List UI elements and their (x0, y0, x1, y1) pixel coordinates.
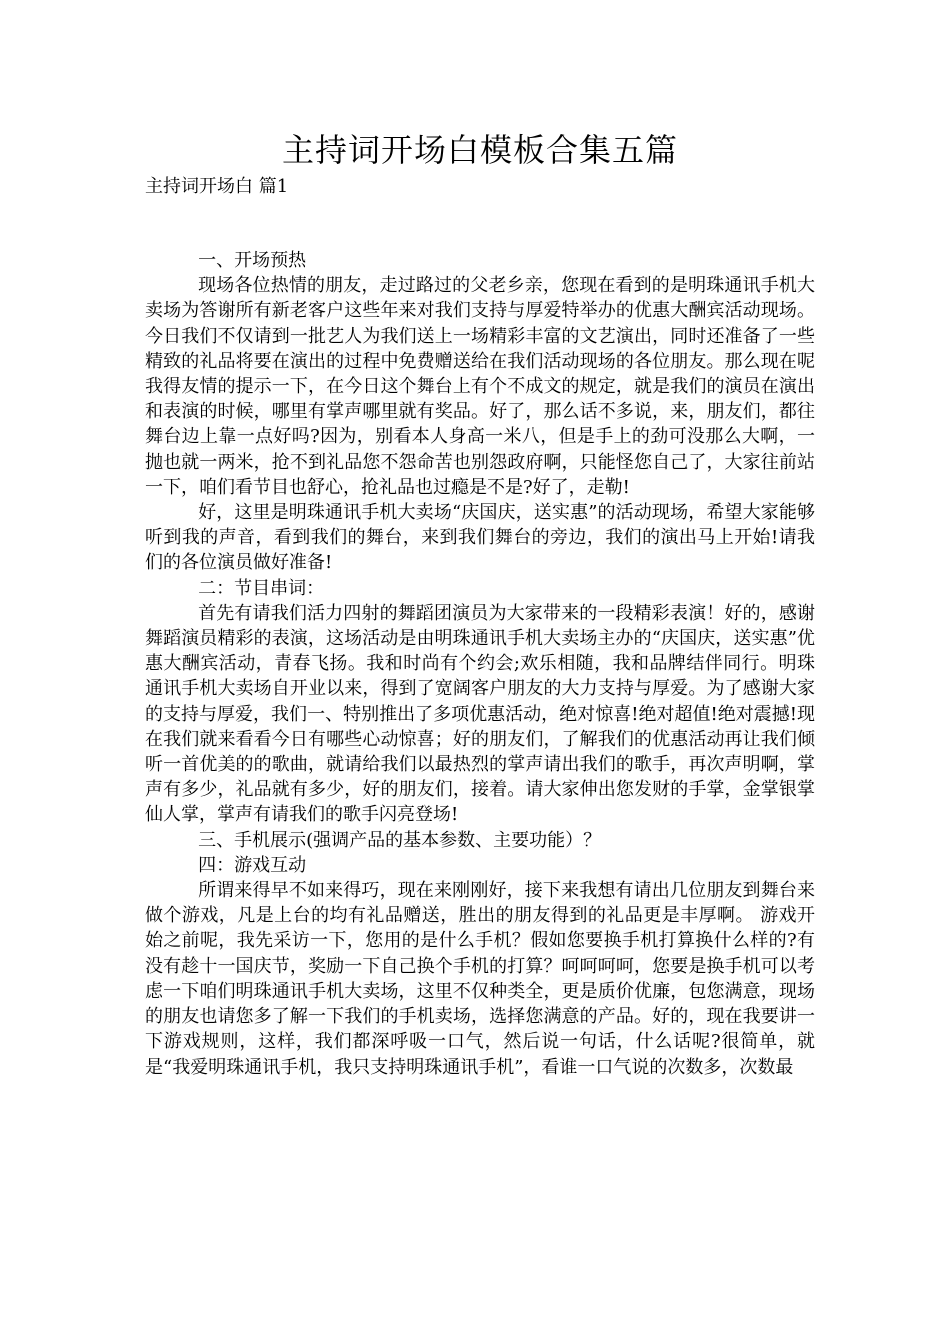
section-heading: 二：节目串词： (198, 577, 325, 599)
body-paragraph: 所谓来得早不如来得巧，现在来刚刚好，接下来我想有请出几位朋友到舞台来做个游戏，凡是上台的均有礼品赠送，胜出的朋友得到的礼品更是丰厚啊。 游戏开始之前呢，我先采访一下，您用的是什么手机？假如您要换手机打算换什么样的?有没有趁十一国庆节，奖励一下自己换个手机的打算？呵呵呵呵，您要是换手机可以考虑一下咱们明珠通讯手机大卖场，这里不仅种类全，更是质价优廉，包您满意，现场的朋友也请您多了解一下我们的手机卖场，选择您满意的产品。好的，现在我要讲一下游戏规则，这样，我们都深呼吸一口气，然后说一句话，什么话呢?很简单，就是“我爱明珠通讯手机，我只支持明珠通讯手机”，看谁一口气说的次数多，次数最 (145, 880, 815, 1078)
section-heading: 四：游戏互动 (198, 854, 307, 876)
document-subtitle: 主持词开场白 篇1 (145, 176, 289, 197)
section-heading: 一、开场预热 (198, 250, 307, 271)
document-title: 主持词开场白模板合集五篇 (281, 131, 678, 169)
document-body (145, 248, 815, 1080)
section-heading: 三、手机展示(强调产品的基本参数、主要功能）？ (198, 829, 602, 851)
body-paragraph: 好，这里是明珠通讯手机大卖场“庆国庆，送实惠”的活动现场，希望大家能够听到我的声音，看到我们的舞台，来到我们舞台的旁边，我们的演出马上开始!请我们的各位演员做好准备! (145, 502, 815, 574)
body-paragraph: 现场各位热情的朋友，走过路过的父老乡亲，您现在看到的是明珠通讯手机大卖场为答谢所有新老客户这些年来对我们支持与厚爱特举办的优惠大酬宾活动现场。今日我们不仅请到一批艺人为我们送上一场精彩丰富的文艺演出，同时还准备了一些精致的礼品将要在演出的过程中免费赠送给在我们活动现场的各位朋友。那么现在呢我得友情的提示一下，在今日这个舞台上有个不成文的规定，就是我们的演员在演出和表演的时候，哪里有掌声哪里就有奖品。好了，那么话不多说，来，朋友们，都往舞台边上靠一点好吗?因为，别看本人身高一米八，但是手上的劲可没那么大啊，一抛也就一两米，抢不到礼品您不怨命苦也别怨政府啊，只能怪您自己了，大家往前站一下，咱们看节目也舒心，抢礼品也过瘾是不是?好了，走勒! (145, 275, 815, 498)
body-paragraph: 首先有请我们活力四射的舞蹈团演员为大家带来的一段精彩表演！好的，感谢舞蹈演员精彩的表演，这场活动是由明珠通讯手机大卖场主办的“庆国庆，送实惠”优惠大酬宾活动，青春飞扬。我和时尚有个约会;欢乐相随，我和品牌结伴同行。明珠通讯手机大卖场自开业以来，得到了宽阔客户朋友的大力支持与厚爱。为了感谢大家的支持与厚爱，我们一、特别推出了多项优惠活动，绝对惊喜!绝对超值!绝对震撼!现在我们就来看看今日有哪些心动惊喜；好的朋友们，了解我们的优惠活动再让我们倾听一首优美的的歌曲，就请给我们以最热烈的掌声请出我们的歌手，再次声明啊，掌声有多少，礼品就有多少，好的朋友们，接着。请大家伸出您发财的手掌，金掌银掌仙人掌，掌声有请我们的歌手闪亮登场! (145, 602, 815, 826)
